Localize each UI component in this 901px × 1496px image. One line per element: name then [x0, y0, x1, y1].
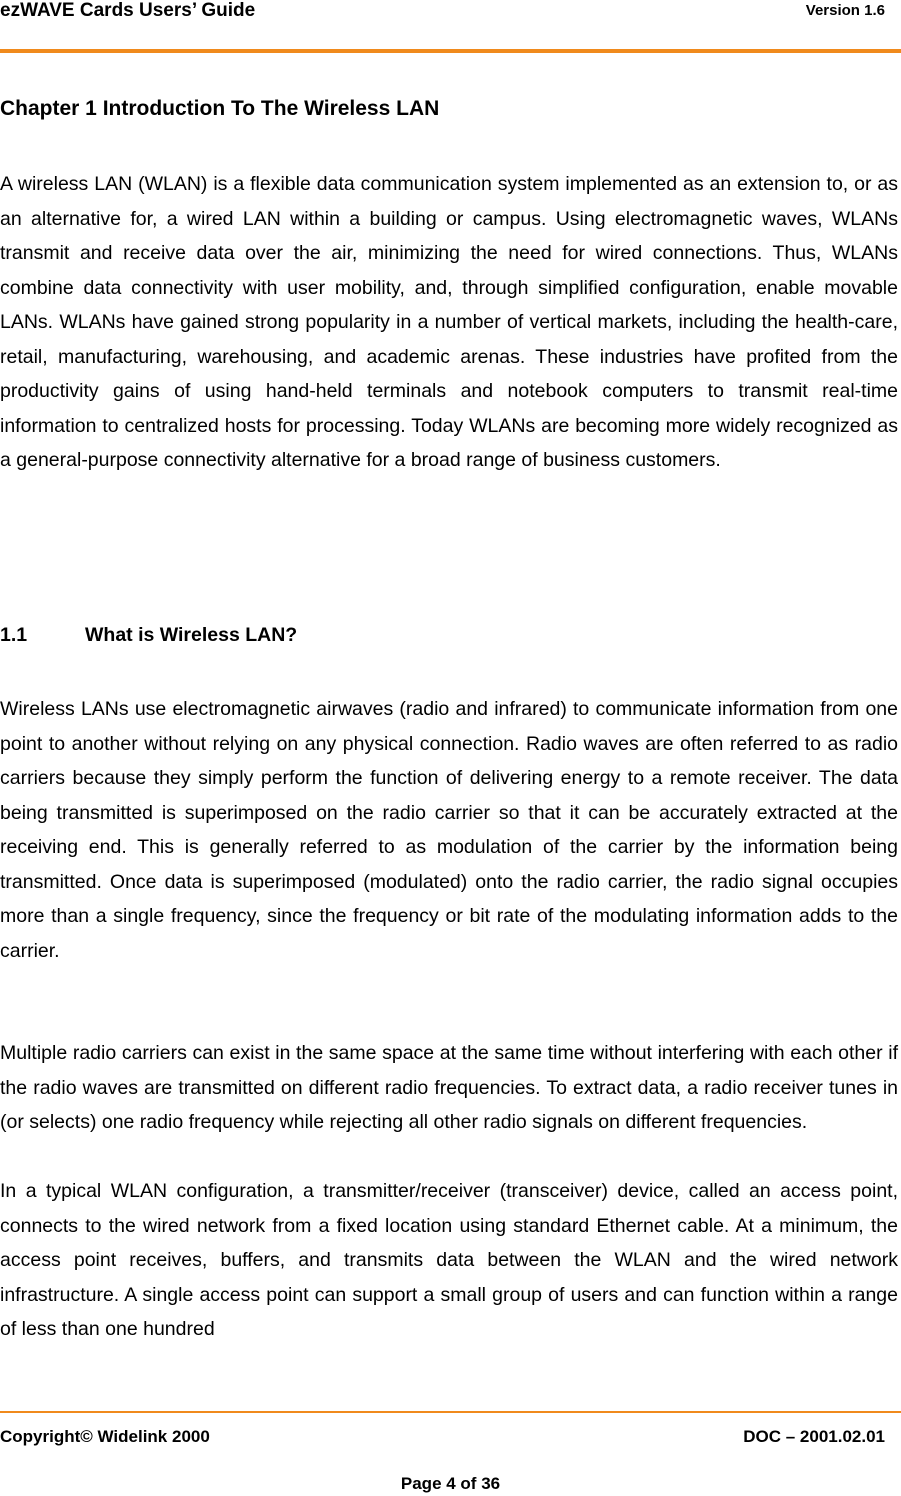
section-paragraph-3: In a typical WLAN configuration, a transmitter/receiver (transceiver) device, called an access point, connects to the wired network from a fixed location using standard Ethernet cable. At a minimum, the access point receives, buffers, and transmits data between the WLAN and the wired network infrastructure. A single access point can support a small group of users and can function within a range of less than one hundred: [0, 1180, 898, 1340]
footer-copyright: Copyright© Widelink 2000: [0, 1427, 210, 1446]
header-divider: [0, 49, 901, 53]
section-paragraph-2: Multiple radio carriers can exist in the same space at the same time without interfering with each other if the radio waves are transmitted on different radio frequencies. To extract data, a radio receiver tunes in (or selects) one radio frequency while rejecting all other radio signals on different frequencies.: [0, 1042, 898, 1133]
footer-divider: [0, 1411, 901, 1413]
chapter-title: Chapter 1 Introduction To The Wireless LAN: [0, 97, 440, 120]
footer-page-number: Page 4 of 36: [400, 1474, 501, 1493]
section-number: 1.1: [0, 624, 28, 646]
section-paragraph-1: Wireless LANs use electromagnetic airwaves (radio and infrared) to communicate information from one point to another without relying on any physical connection. Radio waves are often referred to as radio carriers because they simply perform the function of delivering energy to a remote receiver. The data being transmitted is superimposed on the radio carrier so that it can be accurately extracted at the receiving end. This is generally referred to as modulation of the carrier by the information being transmitted. Once data is superimposed (modulated) onto the radio carrier, the radio signal occupies more than a single frequency, since the frequency or bit rate of the modulating information adds to the carrier.: [0, 698, 898, 962]
footer-doc-id: DOC – 2001.02.01: [743, 1427, 885, 1446]
intro-paragraph: A wireless LAN (WLAN) is a flexible data communication system implemented as an extension to, or as an alternative for, a wired LAN within a building or campus. Using electromagnetic waves, WLANs transmit and receive data over the air, minimizing the need for wired connections. Thus, WLANs combine data connectivity with user mobility, and, through simplified configuration, enable movable LANs. WLANs have gained strong popularity in a number of vertical markets, including the health-care, retail, manufacturing, warehousing, and academic arenas. These industries have profited from the productivity gains of using hand-held terminals and notebook computers to transmit real-time information to centralized hosts for processing. Today WLANs are becoming more widely recognized as a general-purpose connectivity alternative for a broad range of business customers.: [0, 173, 898, 471]
header-title: ezWAVE Cards Users’ Guide: [0, 0, 256, 21]
section-title: What is Wireless LAN?: [85, 624, 298, 646]
section-heading: [0, 622, 297, 648]
header-version: Version 1.6: [805, 2, 885, 19]
